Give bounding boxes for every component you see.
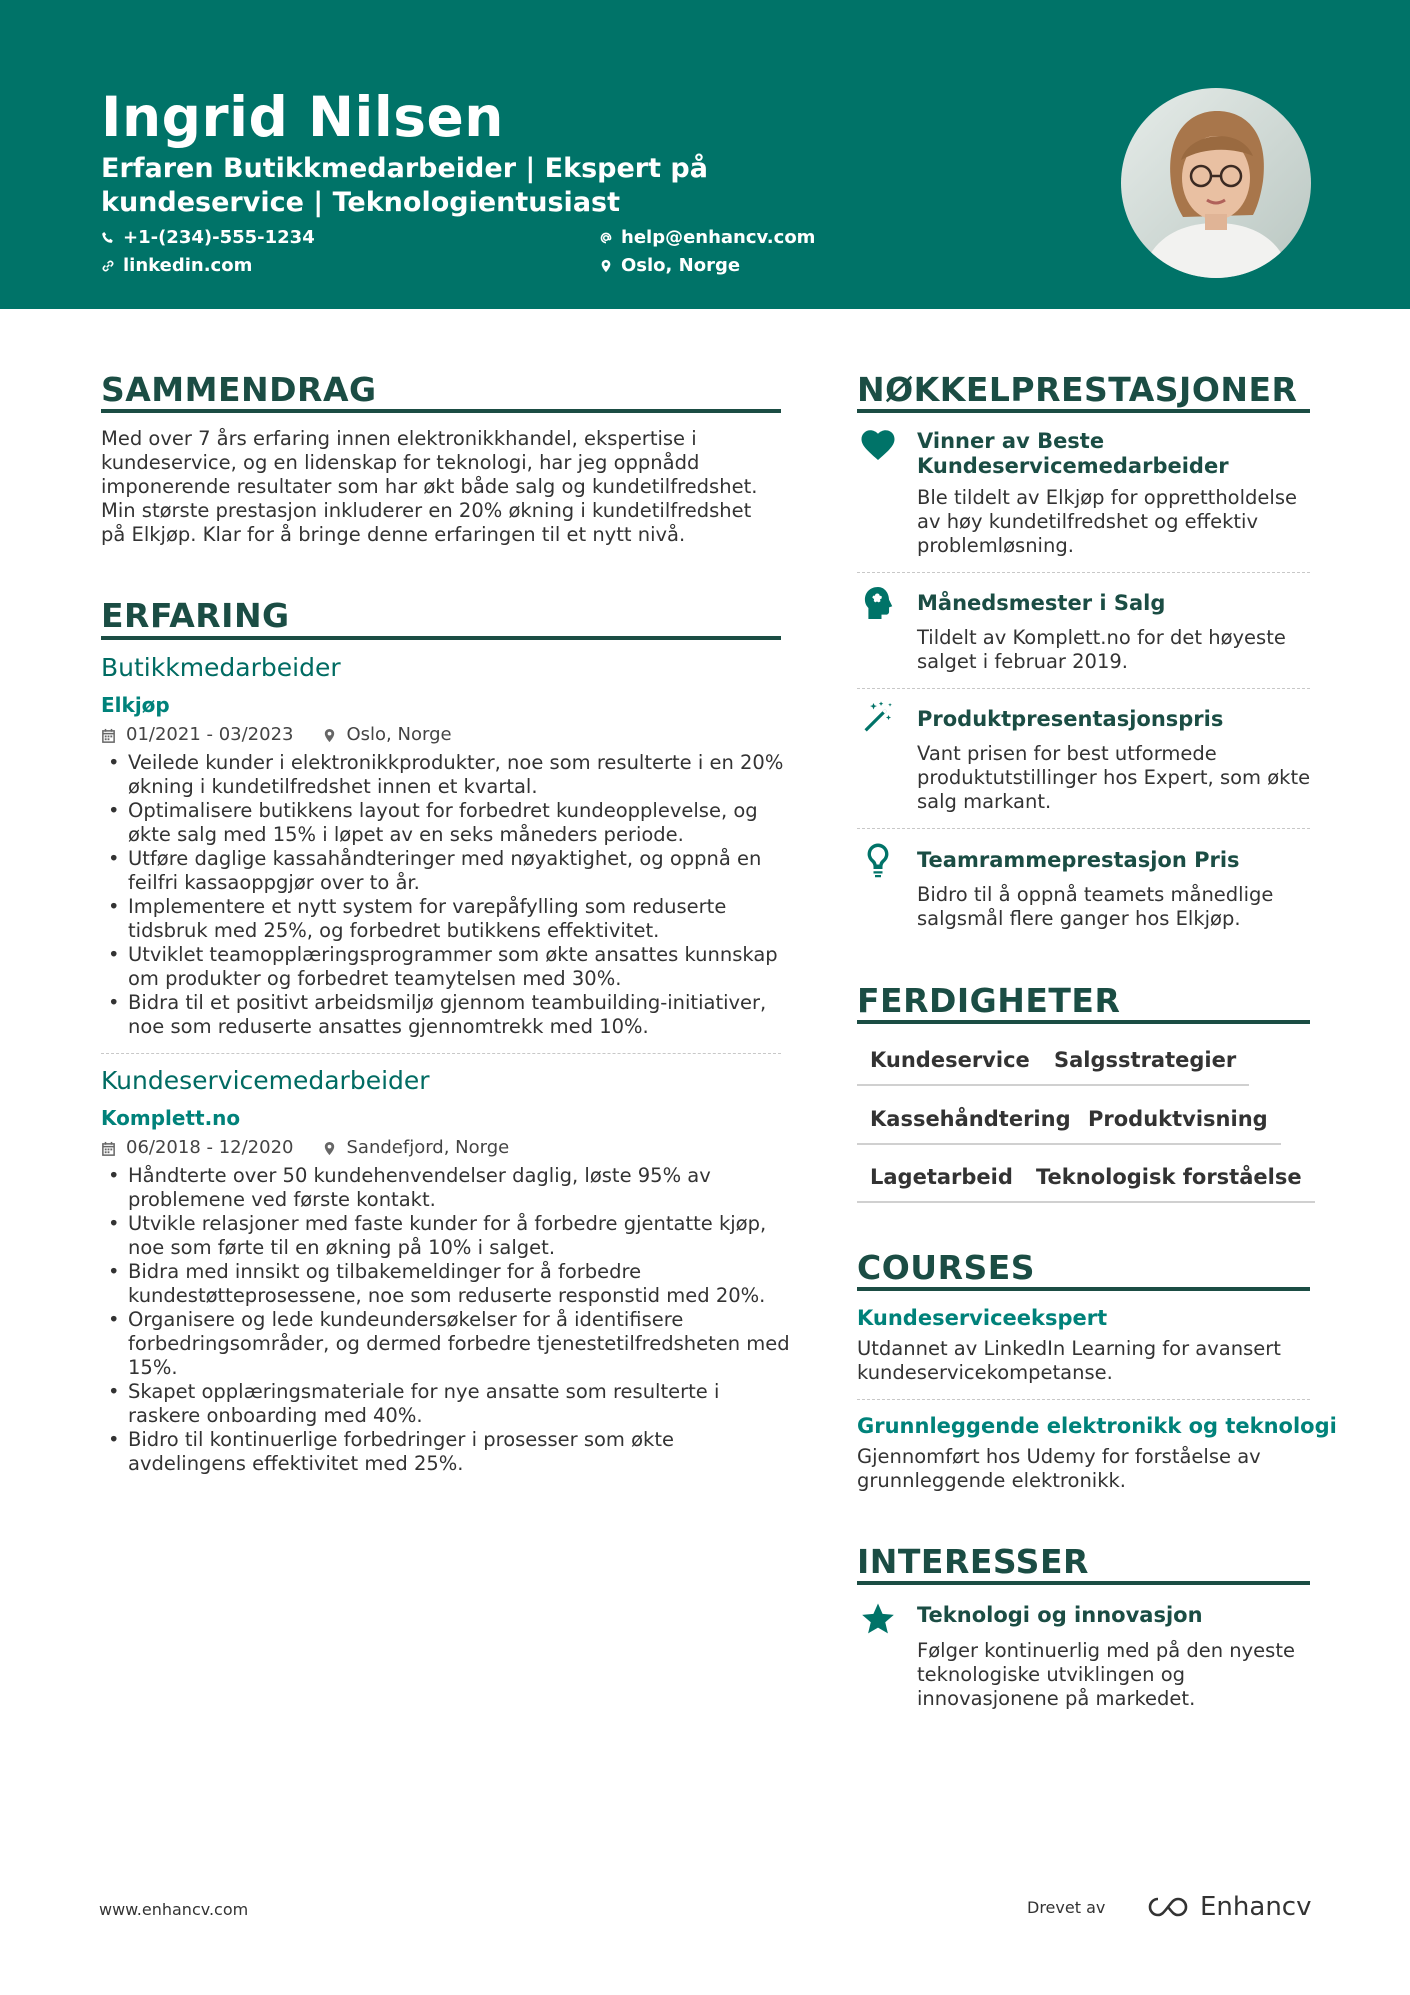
phone-icon [101, 231, 115, 245]
skill-tag: Kundeservice [857, 1044, 1043, 1086]
contact-linkedin[interactable] [101, 254, 252, 278]
profile-photo [1121, 88, 1311, 278]
skill-tag: Salgsstrategier [1041, 1044, 1249, 1086]
interests-heading: INTERESSER [857, 1542, 1089, 1581]
achievement-desc: Bidro til å oppnå teamets månedlige salgsmål flere ganger hos Elkjøp. [917, 883, 1274, 930]
contact-phone[interactable] [101, 226, 315, 250]
interests-divider [857, 1581, 1310, 1585]
calendar-icon [101, 1141, 116, 1156]
at-icon [599, 231, 613, 245]
enhancv-brand: Enhancv [1200, 1892, 1312, 1922]
achievement-separator [857, 828, 1310, 829]
location-pin-icon [322, 1141, 337, 1156]
skills-divider [857, 1020, 1310, 1024]
courses-divider [857, 1287, 1310, 1291]
enhancv-logo-icon [1146, 1895, 1192, 1919]
skills-heading: FERDIGHETER [857, 981, 1121, 1020]
job-dates: 06/2018 - 12/2020 [126, 1137, 294, 1158]
candidate-name: Ingrid Nilsen [101, 85, 504, 149]
summary-text: Med over 7 års erfaring innen elektronikkhandel, ekspertise i kundeservice, og en lidenskap for teknologi, har jeg oppnådd imponerende resultater som har økt både salg og kundetilfredshet. Min største prestasjon inkluderer en 20% økning i kundetilfredshet på Elkjøp. Klar for å bringe denne erfaringen til et nytt nivå. [101, 427, 758, 546]
heart-icon [858, 428, 898, 468]
job-meta [101, 723, 452, 747]
list-item: • Bidra til et positivt arbeidsmiljø gjennom teambuilding-initiativer, noe som reduserte ansattes gjennomtrekk med 10%. [101, 991, 791, 1039]
head-icon [858, 585, 898, 625]
list-item: • Implementere et nytt system for varepåfylling som reduserte tidsbruk med 25%, og forbedret butikkens effektivitet. [101, 895, 791, 943]
achievement-title: Produktpresentasjonspris [917, 707, 1224, 731]
candidate-title: Erfaren Butikkmedarbeider | Ekspert på kundeservice | Teknologientusiast [101, 153, 708, 218]
lightbulb-icon [858, 842, 898, 882]
list-item: • Veilede kunder i elektronikkprodukter, noe som resulterte i en 20% økning i kundetilfredshet innen et kvartal. [101, 751, 791, 799]
job-title: Kundeservicemedarbeider [101, 1066, 430, 1095]
course-desc: Utdannet av LinkedIn Learning for avansert kundeservicekompetanse. [857, 1337, 1281, 1384]
list-item: • Optimalisere butikkens layout for forbedret kundeopplevelse, og økte salg med 15% i løpet av en seks måneders periode. [101, 799, 791, 847]
enhancv-logo[interactable] [1146, 1892, 1311, 1922]
course-desc: Gjennomført hos Udemy for forståelse av grunnleggende elektronikk. [857, 1445, 1261, 1492]
link-icon [101, 259, 115, 273]
star-icon [858, 1602, 898, 1642]
course-title: Grunnleggende elektronikk og teknologi [857, 1414, 1337, 1438]
skill-tag: Lagetarbeid [857, 1161, 1026, 1203]
list-item: • Skapet opplæringsmateriale for nye ansatte som resulterte i raskere onboarding med 40%. [101, 1380, 791, 1428]
achievements-heading: NØKKELPRESTASJONER [857, 370, 1298, 409]
linkedin-text: linkedin.com [123, 255, 253, 276]
skill-tag: Teknologisk forståelse [1023, 1161, 1315, 1203]
job-meta [101, 1136, 509, 1160]
job-separator [101, 1053, 781, 1054]
job-location [322, 1136, 510, 1160]
achievements-divider [857, 409, 1310, 413]
job-location-text: Oslo, Norge [346, 724, 452, 745]
list-item: • Utvikle relasjoner med faste kunder for å forbedre gjentatte kjøp, noe som førte til en økning på 10% i salget. [101, 1212, 791, 1260]
location-pin-icon [599, 259, 613, 273]
achievement-separator [857, 688, 1310, 689]
interest-desc: Følger kontinuerlig med på den nyeste teknologiske utviklingen og innovasjonene på markedet. [917, 1639, 1295, 1710]
location-pin-icon [322, 728, 337, 743]
job-company: Elkjøp [101, 693, 170, 717]
job-location [322, 723, 452, 747]
list-item: • Utføre daglige kassahåndteringer med nøyaktighet, og oppnå en feilfri kassaoppgjør over to år. [101, 847, 791, 895]
job-title: Butikkmedarbeider [101, 653, 341, 682]
experience-heading: ERFARING [101, 596, 290, 635]
list-item: • Bidra med innsikt og tilbakemeldinger for å forbedre kundestøtteprosessene, noe som reduserte responstid med 20%. [101, 1260, 791, 1308]
list-item: • Organisere og lede kundeundersøkelser for å identifisere forbedringsområder, og dermed forbedre tjenestetilfredsheten med 15%. [101, 1308, 791, 1380]
list-item: • Utviklet teamopplæringsprogrammer som økte ansattes kunnskap om produkter og forbedret teamytelsen med 30%. [101, 943, 791, 991]
job-bullets [101, 1164, 791, 1476]
summary-divider [101, 409, 781, 413]
achievement-desc: Tildelt av Komplett.no for det høyeste salget i februar 2019. [917, 626, 1286, 673]
job-company: Komplett.no [101, 1106, 241, 1130]
achievement-title: Teamrammeprestasjon Pris [917, 848, 1240, 872]
experience-divider [101, 636, 781, 640]
course-title: Kundeserviceekspert [857, 1306, 1108, 1330]
job-bullets [101, 751, 791, 1039]
location-text: Oslo, Norge [621, 255, 741, 276]
phone-text: +1-(234)-555-1234 [123, 227, 315, 248]
achievement-title: Månedsmester i Salg [917, 591, 1166, 615]
list-item: • Håndterte over 50 kundehenvendelser daglig, løste 95% av problemene ved første kontakt. [101, 1164, 791, 1212]
footer-url[interactable]: www.enhancv.com [99, 1900, 249, 1919]
calendar-icon [101, 728, 116, 743]
achievement-desc: Vant prisen for best utformede produktutstillinger hos Expert, som økte salg markant. [917, 742, 1311, 813]
achievement-separator [857, 572, 1310, 573]
interest-title: Teknologi og innovasjon [917, 1603, 1203, 1627]
course-separator [857, 1399, 1310, 1400]
job-dates: 01/2021 - 03/2023 [126, 724, 294, 745]
email-text: help@enhancv.com [621, 227, 816, 248]
resume-header [0, 0, 1410, 309]
skill-tag: Produktvisning [1075, 1103, 1281, 1145]
footer-powered-by: Drevet av [1027, 1898, 1106, 1917]
contact-email[interactable] [599, 226, 815, 250]
job-location-text: Sandefjord, Norge [346, 1137, 510, 1158]
achievement-desc: Ble tildelt av Elkjøp for opprettholdelse av høy kundetilfredshet og effektiv problemløsning. [917, 486, 1297, 557]
summary-heading: SAMMENDRAG [101, 370, 377, 409]
list-item: • Bidro til kontinuerlige forbedringer i prosesser som økte avdelingens effektivitet med 25%. [101, 1428, 791, 1476]
courses-heading: COURSES [857, 1248, 1036, 1287]
magic-wand-icon [858, 700, 898, 740]
contact-location [599, 254, 740, 278]
skill-tag: Kassehåndtering [857, 1103, 1084, 1145]
achievement-title: Vinner av Beste Kundeservicemedarbeider [917, 429, 1229, 478]
